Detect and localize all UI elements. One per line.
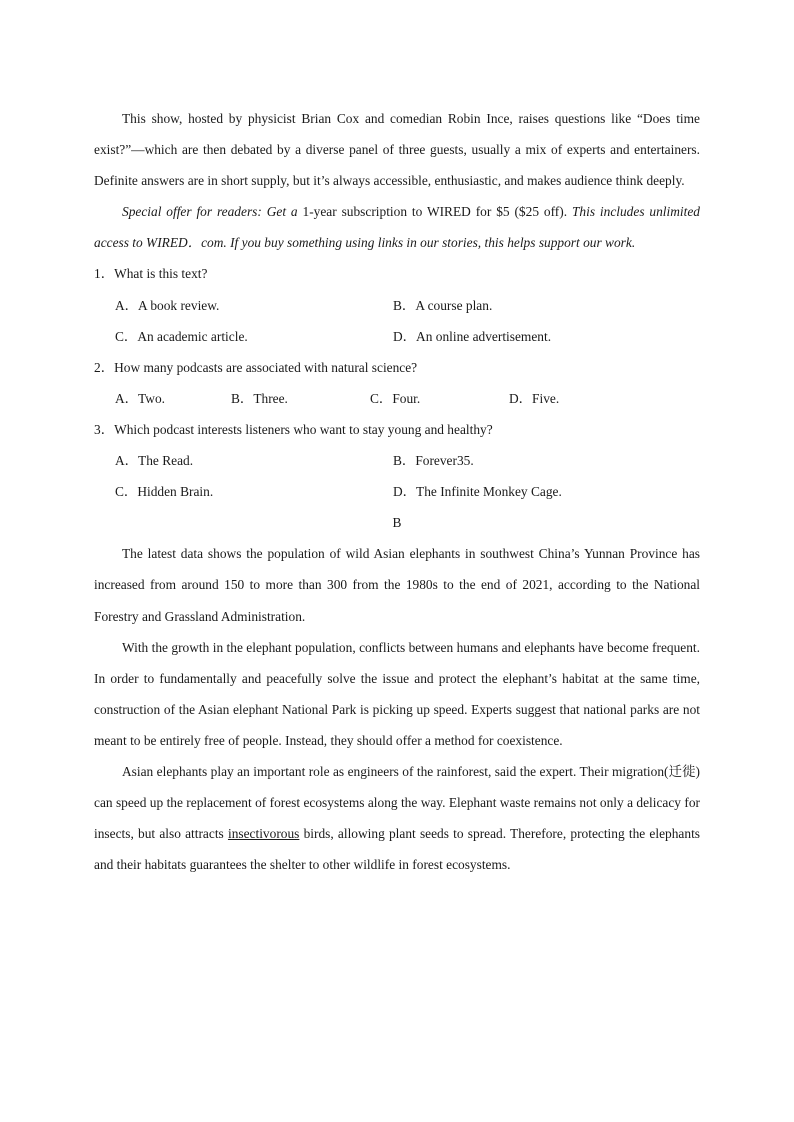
underlined-word: insectivorous [227,826,300,842]
question-1-option-d: D．An online advertisement. [393,328,552,344]
question-number: 1． [94,266,115,282]
question-1-option-c: C．An academic article. [115,328,248,344]
question-text: How many podcasts are associated with natural science? [114,359,418,375]
question-3-option-a: A．The Read. [115,453,194,469]
question-3-options-row-1 [94,445,700,476]
podcast-description-paragraph: This show, hosted by physicist Brian Cox and comedian Robin Ince, raises questions like “Does time exist?”—which are then debated by a diverse panel of three guests, usually a mix of experts and entertainers. Definite answers are in short supply, but it’s always accessible, enthusiastic, and makes audience think deeply. [94,111,700,189]
elephant-population-paragraph: The latest data shows the population of wild Asian elephants in southwest China’s Yunnan Province has increased from around 150 to more than 300 from the 1980s to the end of 2021, according to the National Forestry and Grassland Administration. [94,546,700,624]
question-text: Which podcast interests listeners who want to stay young and healthy? [114,421,493,437]
question-3-option-b: B．Forever35. [393,453,474,469]
question-2-option-c: C．Four. [370,390,421,406]
question-3-options-row-2 [94,476,700,507]
question-3 [94,414,700,445]
question-2-options-row [94,383,700,414]
paragraph-text-after: birds, allowing plant seeds to spread. Therefore, protecting the elephants and their habitats guarantees the shelter to other wildlife in forest ecosystems. [94,826,701,873]
question-number: 3． [94,421,115,437]
document-page [94,103,700,880]
question-1-option-b: B．A course plan. [393,297,493,313]
question-1-option-a: A．A book review. [115,297,220,313]
offer-text-part3: This includes unlimited access to WIRED．com. If you buy something using links in our stories, this helps support our work. [94,204,700,251]
question-2-option-a: A．Two. [115,390,166,406]
question-3-option-c: C．Hidden Brain. [115,484,214,500]
question-2-option-d: D．Five. [509,390,560,406]
offer-text-part1: Special offer for readers: Get a [122,204,303,220]
ecosystem-engineers-paragraph [94,756,700,880]
question-1-options-row-1 [94,290,700,321]
section-heading: B [392,515,402,531]
question-text: What is this text? [114,266,208,282]
paragraph-text-before: Asian elephants play an important role as engineers of the rainforest, said the expert. Their migration(迁徙) can speed up the replacement of forest ecosystems along the way. Elephant waste remains not only a delicacy for insects, but also attracts [94,763,700,842]
question-number: 2． [94,359,115,375]
special-offer-paragraph [94,196,700,258]
question-1-options-row-2 [94,321,700,352]
question-3-option-d: D．The Infinite Monkey Cage. [393,484,562,500]
question-2 [94,352,700,383]
offer-text-part2: 1-year subscription to WIRED for $5 ($25 off). [302,204,572,220]
question-2-option-b: B．Three. [231,390,288,406]
question-1 [94,258,700,289]
national-park-paragraph: With the growth in the elephant population, conflicts between humans and elephants have become frequent. In order to fundamentally and peacefully solve the issue and protect the elephant’s habitat at the same time, construction of the Asian elephant National Park is picking up speed. Experts suggest that national parks are not meant to be entirely free of people. Instead, they should offer a method for coexistence. [94,639,700,748]
